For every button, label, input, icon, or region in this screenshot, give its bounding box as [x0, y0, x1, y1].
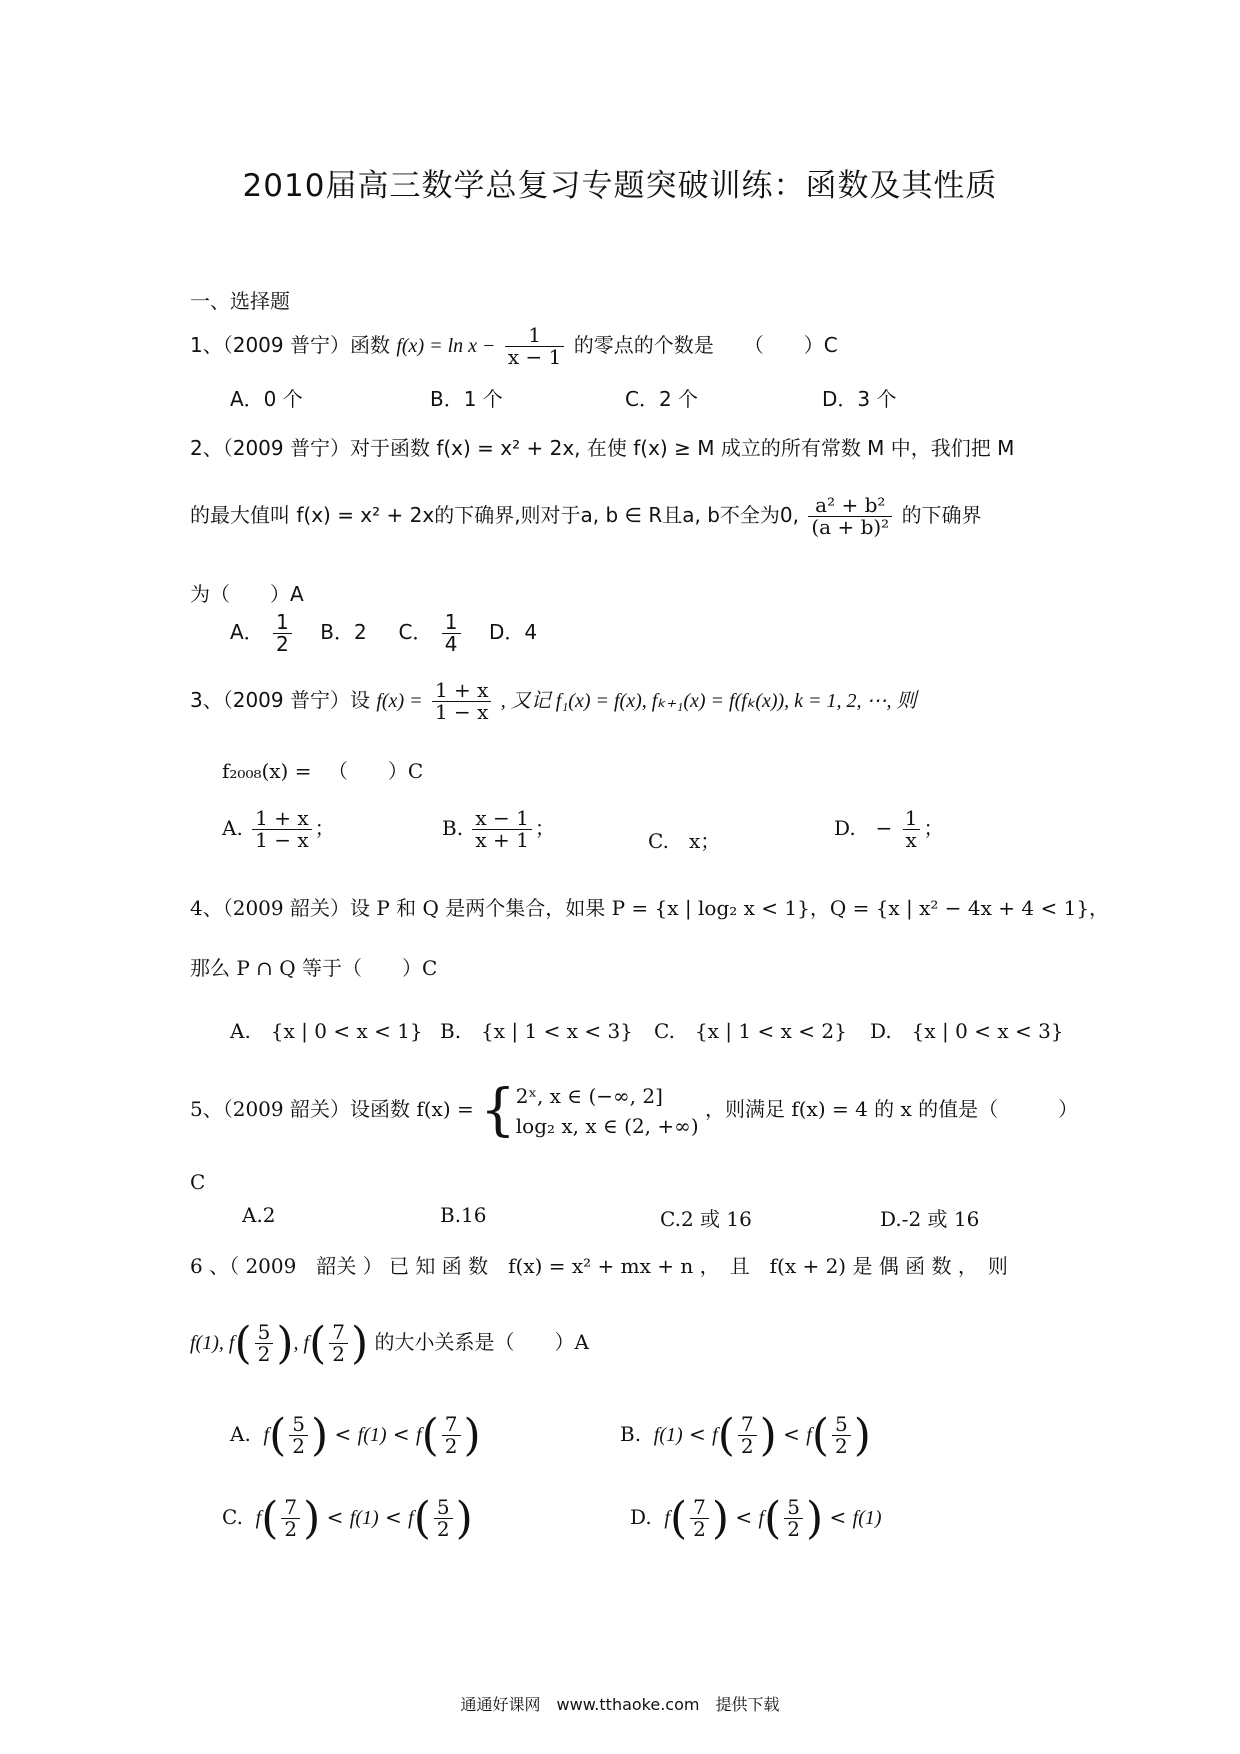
q6-d-frac-1: [690, 1497, 709, 1540]
q6-c-f: f: [255, 1507, 262, 1529]
q6-a-num-1: 5: [292, 1412, 305, 1436]
q6-line-2-mid: , f: [293, 1332, 310, 1354]
q6-c-den-1: 2: [281, 1518, 300, 1540]
q5-option-a: A.2: [242, 1203, 276, 1227]
page-footer: 通通好课网 www.tthaoke.com 提供下载: [460, 1695, 780, 1714]
q6-option-c-label: C.: [222, 1505, 243, 1529]
q2-line-1: 2、（2009 普宁）对于函数 f(x) = x² + 2x, 在使 f(x) ≥ M 成立的所有常数 M 中，我们把 M: [190, 436, 1015, 460]
q6-d-lt-2: <: [829, 1505, 847, 1529]
q6-line-2: f(1), f( $\frac{5}{2}$ ), f( $\frac{7}{2}$ ) 的大小关系是（ ）A: [190, 1318, 589, 1369]
q3-option-b: [442, 808, 555, 851]
q3-frac-num: 1 + x: [434, 678, 489, 702]
q3-option-d-fraction: [902, 808, 921, 851]
q3-option-a-num: 1 + x: [255, 806, 309, 830]
q1-option-d: D．3 个: [822, 387, 897, 411]
q3-option-a: [222, 808, 335, 851]
q6-option-d-label: D.: [630, 1505, 652, 1529]
q6-d-frac-2: [784, 1497, 803, 1540]
q1-fraction: [505, 325, 564, 368]
q6-den-2: 2: [255, 1343, 274, 1365]
q3-option-a-label: A.: [222, 816, 243, 840]
q6-b-f1: f(1): [653, 1424, 683, 1446]
q6-a-f2: f: [416, 1424, 422, 1446]
q6-c-num-2: 5: [436, 1495, 450, 1519]
q5-option-c: C.2 或 16: [660, 1207, 752, 1231]
q2-option-a-den: 2: [273, 633, 292, 655]
q6-a-den-2: 2: [442, 1435, 461, 1457]
q6-line-1: 6 、（ 2009 韶关 ） 已 知 函 数 f(x) = x² + mx + n ， 且 f(x + 2) 是 偶 函 数 ， 则: [190, 1254, 1008, 1278]
q2-frac-den: (a + b)²: [808, 516, 892, 538]
q3-option-b-tail: ；: [534, 816, 555, 840]
q5-cases: [516, 1081, 699, 1141]
question-1-stem: [190, 325, 838, 368]
q5-prefix: 5、（2009 韶关）设函数 f(x) =: [190, 1097, 474, 1121]
q3-option-a-fraction: [252, 808, 311, 851]
q6-b-num-2: 5: [835, 1412, 848, 1436]
q3-line-1: [190, 680, 917, 723]
q3-option-a-tail: ；: [314, 816, 335, 840]
q6-d-num-2: 5: [787, 1495, 800, 1519]
q3-line-2: f₂₀₀₈(x) = （ ）C: [222, 759, 424, 783]
q4-line-2: 那么 P ∩ Q 等于（ ）C: [190, 956, 438, 980]
q2-option-a-fraction: [273, 612, 292, 655]
q3-fx: f(x) =: [376, 690, 423, 712]
q2-option-c-fraction: [442, 612, 461, 655]
q6-c-den-2: 2: [434, 1518, 453, 1540]
q6-d-f1: f(1): [852, 1507, 882, 1529]
q2-option-c-label: C．: [398, 620, 433, 644]
q3-fraction: [432, 680, 491, 723]
q6-c-frac-1: [281, 1497, 300, 1540]
q2-option-a-num: 1: [276, 610, 289, 634]
q3-prefix: 3、（2009 普宁）设: [190, 688, 370, 712]
q6-b-lt-2: <: [783, 1422, 800, 1446]
q6-b-lt-1: <: [689, 1422, 706, 1446]
q2-line-2-pre: 的最大值叫 f(x) = x² + 2x的下确界,则对于a, b ∈ R且a, b不全为0,: [190, 503, 800, 527]
q3-option-b-fraction: [472, 808, 531, 851]
q5-left-brace: {: [480, 1078, 516, 1143]
q6-d-lt-1: <: [735, 1505, 753, 1529]
q5-case-1: 2ˣ, x ∈ (−∞, 2]: [515, 1083, 663, 1108]
q6-d-f: f: [664, 1507, 670, 1529]
q2-option-d: D．4: [488, 620, 538, 644]
q4-option-a: A. {x | 0 < x < 1}: [230, 1019, 423, 1043]
q5-line-1: [190, 1078, 1078, 1143]
q2-line-2-post: 的下确界: [901, 503, 982, 527]
q6-frac-5-2: [255, 1322, 274, 1365]
q6-b-den-1: 2: [738, 1435, 757, 1457]
q6-num-7: 7: [332, 1320, 345, 1344]
q6-a-lt-1: <: [334, 1422, 352, 1446]
q6-d-den-1: 2: [690, 1518, 709, 1540]
q5-piecewise: [480, 1078, 699, 1143]
q6-option-b-label: B.: [620, 1422, 642, 1446]
q2-option-b: B．2: [320, 620, 367, 644]
q6-b-frac-2: [832, 1414, 851, 1457]
q2-fraction: [808, 495, 892, 538]
q6-a-frac-2: [442, 1414, 461, 1457]
q3-option-c: C. x；: [648, 829, 721, 853]
q5-option-d: D.-2 或 16: [880, 1207, 980, 1231]
q6-num-5: 5: [257, 1320, 271, 1344]
q6-a-f1: f(1): [357, 1424, 387, 1446]
q3-rest: , 又记 f₁(x) = f(x), fₖ₊₁(x) = f(fₖ(x)), k = 1, 2, ⋯, 则: [500, 690, 917, 712]
q4-option-c: C. {x | 1 < x < 2}: [654, 1019, 847, 1043]
q6-a-lt-2: <: [392, 1422, 410, 1446]
q6-line-2-post: 的大小关系是（ ）A: [374, 1330, 589, 1354]
q3-option-d: [834, 808, 944, 851]
q6-b-f: f: [712, 1424, 718, 1446]
q3-option-b-num: x − 1: [475, 806, 529, 830]
q2-option-c-num: 1: [444, 610, 458, 634]
q6-d-den-2: 2: [784, 1518, 803, 1540]
q6-b-f2: f: [806, 1424, 812, 1446]
q1-frac-num: 1: [528, 323, 541, 347]
q1-math: f(x) = ln x −: [396, 335, 496, 357]
q6-d-num-1: 7: [693, 1495, 706, 1519]
q6-a-frac-1: [289, 1414, 308, 1457]
q6-c-lt-2: <: [385, 1505, 402, 1529]
q4-line-1: 4、（2009 韶关）设 P 和 Q 是两个集合，如果 P = {x | log₂ x < 1}，Q = {x | x² − 4x + 4 < 1}，: [190, 896, 1110, 920]
q6-c-lt-1: <: [326, 1505, 344, 1529]
q2-options: [230, 612, 537, 655]
q4-option-d: D. {x | 0 < x < 3}: [870, 1019, 1064, 1043]
q2-line-3: 为（ ）A: [190, 582, 304, 606]
q6-den-2b: 2: [329, 1343, 348, 1365]
q6-line-2-pre: f(1), f: [190, 1332, 235, 1354]
q3-option-b-label: B.: [442, 816, 464, 840]
q6-option-c: C. f( $\frac{7}{2}$ ) < f(1) < f( $\frac{5}{2}$ ): [222, 1493, 473, 1544]
q1-option-a: A．0 个: [230, 387, 303, 411]
q6-c-f1: f(1): [349, 1507, 379, 1529]
q3-option-d-label: D. −: [834, 816, 893, 840]
q2-line-2: [190, 495, 982, 538]
q3-option-d-tail: ；: [923, 816, 944, 840]
q6-a-den-1: 2: [289, 1435, 308, 1457]
q1-option-b: B．1 个: [430, 387, 503, 411]
q1-prefix: 1、（2009 普宁）函数: [190, 333, 390, 357]
q6-c-num-1: 7: [284, 1495, 298, 1519]
q6-frac-7-2: [329, 1322, 348, 1365]
q6-b-den-2: 2: [832, 1435, 851, 1457]
q5-answer: C: [190, 1170, 206, 1194]
q6-option-b: B. f(1) < f( $\frac{7}{2}$ ) < f( $\frac{5}{2}$ ): [620, 1410, 871, 1461]
q4-option-b: B. {x | 1 < x < 3}: [440, 1019, 633, 1043]
q3-frac-den: 1 − x: [432, 701, 491, 723]
q5-option-b: B.16: [440, 1203, 487, 1227]
q1-frac-den: x − 1: [505, 346, 564, 368]
page-title: 2010届高三数学总复习专题突破训练：函数及其性质: [242, 168, 998, 204]
q6-a-num-2: 7: [444, 1412, 458, 1436]
q2-option-a-label: A．: [230, 620, 264, 644]
q6-d-f2: f: [758, 1507, 765, 1529]
q3-option-d-num: 1: [904, 806, 918, 830]
q6-option-a: A. f( $\frac{5}{2}$ ) < f(1) < f( $\frac{7}{2}$ ): [230, 1410, 481, 1461]
q5-suffix: ，则满足 f(x) = 4 的 x 的值是（ ）: [704, 1097, 1079, 1121]
q3-option-b-den: x + 1: [472, 829, 531, 851]
q1-option-c: C．2 个: [625, 387, 699, 411]
q1-suffix: 的零点的个数是 （ ）C: [573, 333, 838, 357]
q6-a-f: f: [263, 1424, 270, 1446]
q6-option-d: D. f( $\frac{7}{2}$ ) < f( $\frac{5}{2}$ ) < f(1): [630, 1493, 882, 1544]
q6-b-num-1: 7: [740, 1412, 754, 1436]
q6-c-f2: f: [408, 1507, 414, 1529]
q2-frac-num: a² + b²: [815, 493, 886, 517]
q3-option-d-den: x: [903, 829, 920, 851]
section-heading: 一、选择题: [190, 289, 290, 313]
q6-b-frac-1: [738, 1414, 757, 1457]
q3-option-a-den: 1 − x: [252, 829, 311, 851]
q2-option-c-den: 4: [442, 633, 461, 655]
q5-case-2: log₂ x, x ∈ (2, +∞): [515, 1113, 699, 1138]
q6-c-frac-2: [434, 1497, 453, 1540]
q6-option-a-label: A.: [230, 1422, 251, 1446]
